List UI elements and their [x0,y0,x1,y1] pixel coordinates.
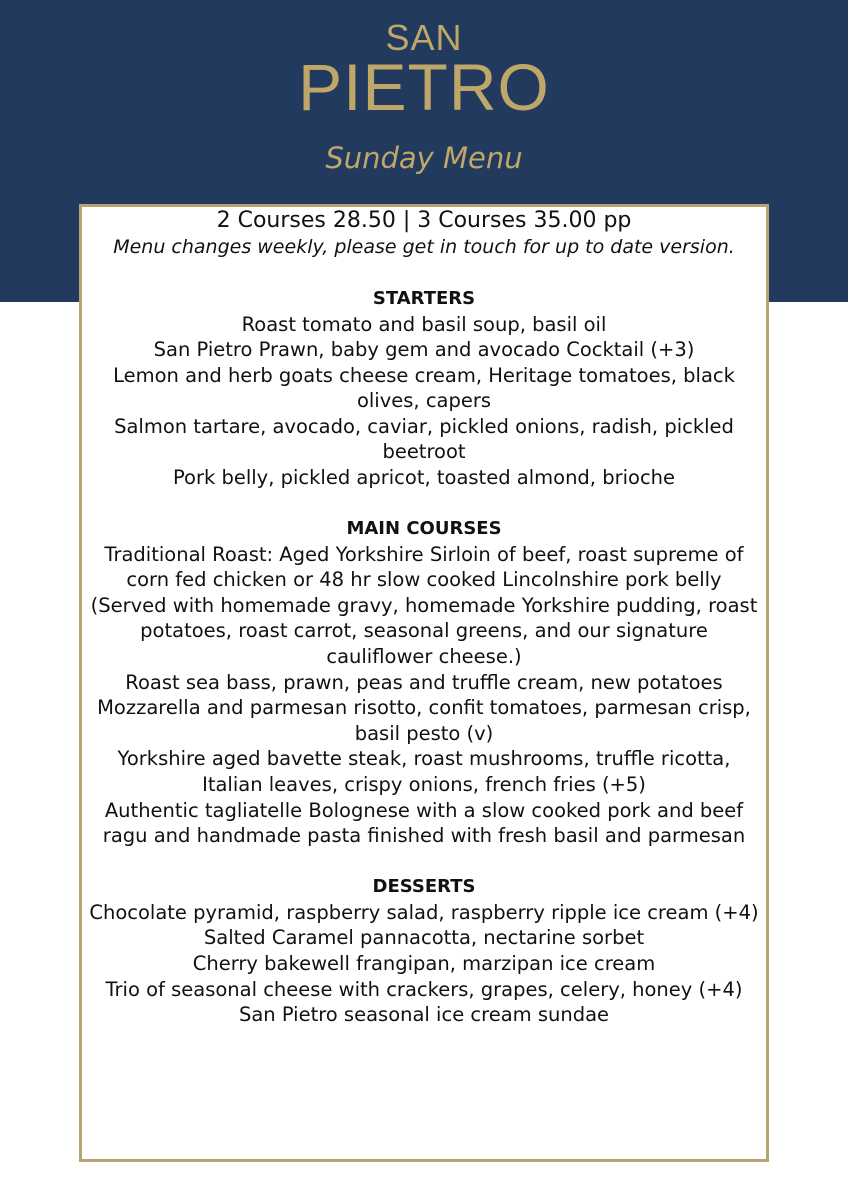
spacer [82,491,766,516]
menu-item: Chocolate pyramid, raspberry salad, raspberry ripple ice cream (+4) [89,900,759,924]
menu-item: Yorkshire aged bavette steak, roast mushrooms, truffle ricotta, Italian leaves, crispy onions, french fries (+5) [117,747,731,796]
spacer [82,849,766,874]
menu-item: Lemon and herb goats cheese cream, Heritage tomatoes, black olives, capers [113,363,735,413]
menu-item: San Pietro seasonal ice cream sundae [238,1003,610,1027]
price-line: 2 Courses 28.50 | 3 Courses 35.00 pp [216,208,632,233]
logo-san: SAN [385,17,463,58]
menu-item: Trio of seasonal cheese with crackers, grapes, celery, honey (+4) [105,977,743,1001]
menu-content [82,207,766,1028]
spacer [82,261,766,286]
menu-item: Roast sea bass, prawn, peas and truffle cream, new potatoes [125,670,723,694]
menu-item: Salmon tartare, avocado, caviar, pickled onions, radish, pickled beetroot [114,414,734,464]
menu-item: Roast tomato and basil soup, basil oil [241,312,607,336]
section-desserts [82,874,766,1028]
menu-subtitle: Sunday Menu [325,141,523,175]
section-title-desserts: DESSERTS [372,875,476,897]
menu-item: Pork belly, pickled apricot, toasted almond, brioche [172,466,676,490]
section-starters [82,286,766,491]
menu-item: San Pietro Prawn, baby gem and avocado Cocktail (+3) [153,338,695,362]
section-title-main-courses: MAIN COURSES [346,517,502,539]
logo-pietro: PIETRO [298,50,550,124]
menu-item: Mozzarella and parmesan risotto, confit tomatoes, parmesan crisp, basil pesto (v) [97,696,751,745]
menu-item: Traditional Roast: Aged Yorkshire Sirloin of beef, roast supreme of corn fed chicken or 48 hr slow cooked Lincolnshire pork belly (Served with homemade gravy, homemade Yorkshire pudding, roast potatoes, roast carrot, seasonal greens, and our signature cauliflower cheese.) [90,542,758,669]
menu-item: Authentic tagliatelle Bolognese with a slow cooked pork and beef ragu and handmade pasta finished with fresh basil and parmesan [102,798,746,848]
menu-item: Salted Caramel pannacotta, nectarine sorbet [203,926,645,950]
menu-note: Menu changes weekly, please get in touch for up to date version. [113,236,735,258]
menu-item: Cherry bakewell frangipan, marzipan ice cream [192,951,656,975]
menu-card [79,204,769,1162]
section-main-courses [82,516,766,849]
section-title-starters: STARTERS [372,287,476,309]
